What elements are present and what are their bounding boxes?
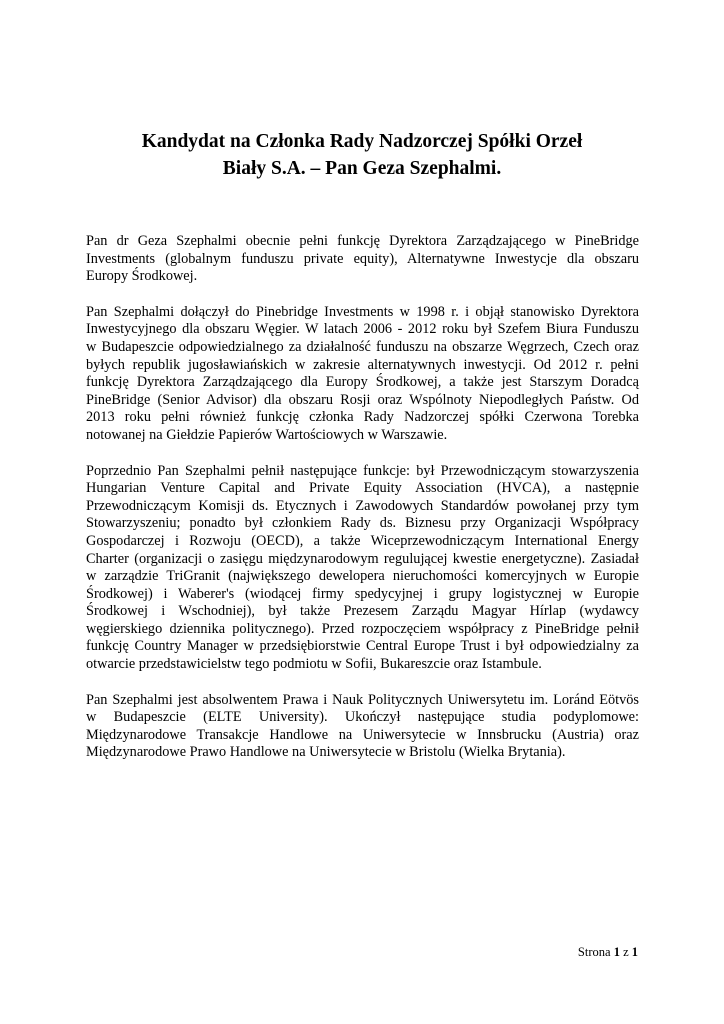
text-line: Pan Szephalmi dołączył do Pinebridge Investments w 1998 r. i objął stanowisko Dyrektora bbox=[86, 303, 639, 320]
text-line: otwarcie przedstawicielstw tego podmiotu w Sofii, Bukareszcie oraz Istambule. bbox=[86, 656, 542, 673]
text-line: Przewodniczącym Komisji ds. Etycznych i Zawodowych Standardów powołanej przy tym bbox=[86, 497, 639, 514]
paragraph-previous-roles bbox=[86, 463, 639, 674]
text-line: 2013 roku pełni również funkcję członka Rady Nadzorczej spółki Czerwona Torebka bbox=[86, 409, 639, 426]
text-line: notowanej na Giełdzie Papierów Wartościowych w Warszawie. bbox=[86, 426, 448, 443]
paragraph-education bbox=[86, 692, 639, 762]
text-line: Inwestycyjnego dla obszaru Węgier. W latach 2006 - 2012 roku był Szefem Biura Funduszu bbox=[86, 321, 639, 338]
page-separator: z bbox=[623, 945, 629, 959]
page-number-footer bbox=[578, 945, 638, 960]
document-body bbox=[86, 233, 639, 780]
text-line: Hungarian Venture Capital and Private Equity Association (HVCA), a następnie bbox=[86, 480, 639, 497]
document-title bbox=[86, 128, 638, 182]
text-line: PineBridge (Senior Advisor) dla obszaru Rosji oraz Wspólnoty Niepodległych Państw. Od bbox=[86, 391, 639, 408]
text-line: w Budapeszcie odpowiedzialnego za działalność funduszu na obszarze Węgrzech, Czech oraz bbox=[86, 338, 639, 355]
text-line: Pan Szephalmi jest absolwentem Prawa i Nauk Politycznych Uniwersytetu im. Loránd Eötvös bbox=[86, 691, 639, 708]
text-line: Środkowej) i Waberer's (wiodącej firmy spedycyjnej i grupy logistycznej w Europie bbox=[86, 585, 639, 602]
text-line: Międzynarodowe Prawo Handlowe na Uniwersytecie w Bristolu (Wielka Brytania). bbox=[86, 744, 566, 761]
paragraph-career bbox=[86, 304, 639, 445]
current-page-number: 1 bbox=[613, 945, 620, 959]
page-label: Strona bbox=[577, 945, 611, 959]
total-page-number: 1 bbox=[631, 945, 638, 959]
text-line: Poprzednio Pan Szephalmi pełnił następujące funkcje: był Przewodniczącym stowarzyszenia bbox=[86, 462, 639, 479]
text-line: byłych republik jugosławiańskich w zakresie alternatywnych inwestycji. Od 2012 r. pełni bbox=[86, 356, 639, 373]
text-line: Międzynarodowe Transakcje Handlowe na Uniwersytecie w Innsbrucku (Austria) oraz bbox=[86, 726, 639, 743]
text-line: w zarządzie TriGranit (największego dewelopera nieruchomości komercyjnych w Europie bbox=[86, 568, 639, 585]
text-line: Investments (globalnym funduszu private equity), Alternatywne Inwestycje dla obszaru bbox=[86, 250, 639, 267]
text-line: funkcję Dyrektora Zarządzającego dla Europy Środkowej, a także jest Starszym Doradcą bbox=[86, 374, 639, 391]
text-line: Europy Środkowej. bbox=[86, 268, 198, 285]
text-line: Gospodarczej i Rozwoju (OECD), a także Wiceprzewodniczącym International Energy bbox=[86, 532, 639, 549]
text-line: funkcję Country Manager w przedsiębiorstwie Central Europe Trust i był odpowiedzialny za bbox=[86, 638, 639, 655]
text-line: Stowarzyszeniu; ponadto był członkiem Rady ds. Biznesu przy Organizacji Współpracy bbox=[86, 515, 639, 532]
paragraph-current-role bbox=[86, 233, 639, 286]
title-line: Kandydat na Członka Rady Nadzorczej Spółki Orzeł bbox=[141, 131, 583, 152]
text-line: Charter (organizacji o zasięgu międzynarodowym regulującej kwestie energetyczne). Zasiadał bbox=[86, 550, 639, 567]
text-line: Środkowej i Wschodniej), był także Prezesem Zarządu Magyar Hírlap (wydawcy bbox=[86, 603, 639, 620]
text-line: w Budapeszcie (ELTE University). Ukończył następujące studia podyplomowe: bbox=[86, 709, 639, 726]
text-line: węgierskiego dziennika politycznego). Przed rozpoczęciem współpracy z PineBridge pełnił bbox=[86, 620, 639, 637]
text-line: Pan dr Geza Szephalmi obecnie pełni funkcję Dyrektora Zarządzającego w PineBridge bbox=[86, 233, 639, 249]
title-line: Biały S.A. – Pan Geza Szephalmi. bbox=[222, 158, 502, 179]
